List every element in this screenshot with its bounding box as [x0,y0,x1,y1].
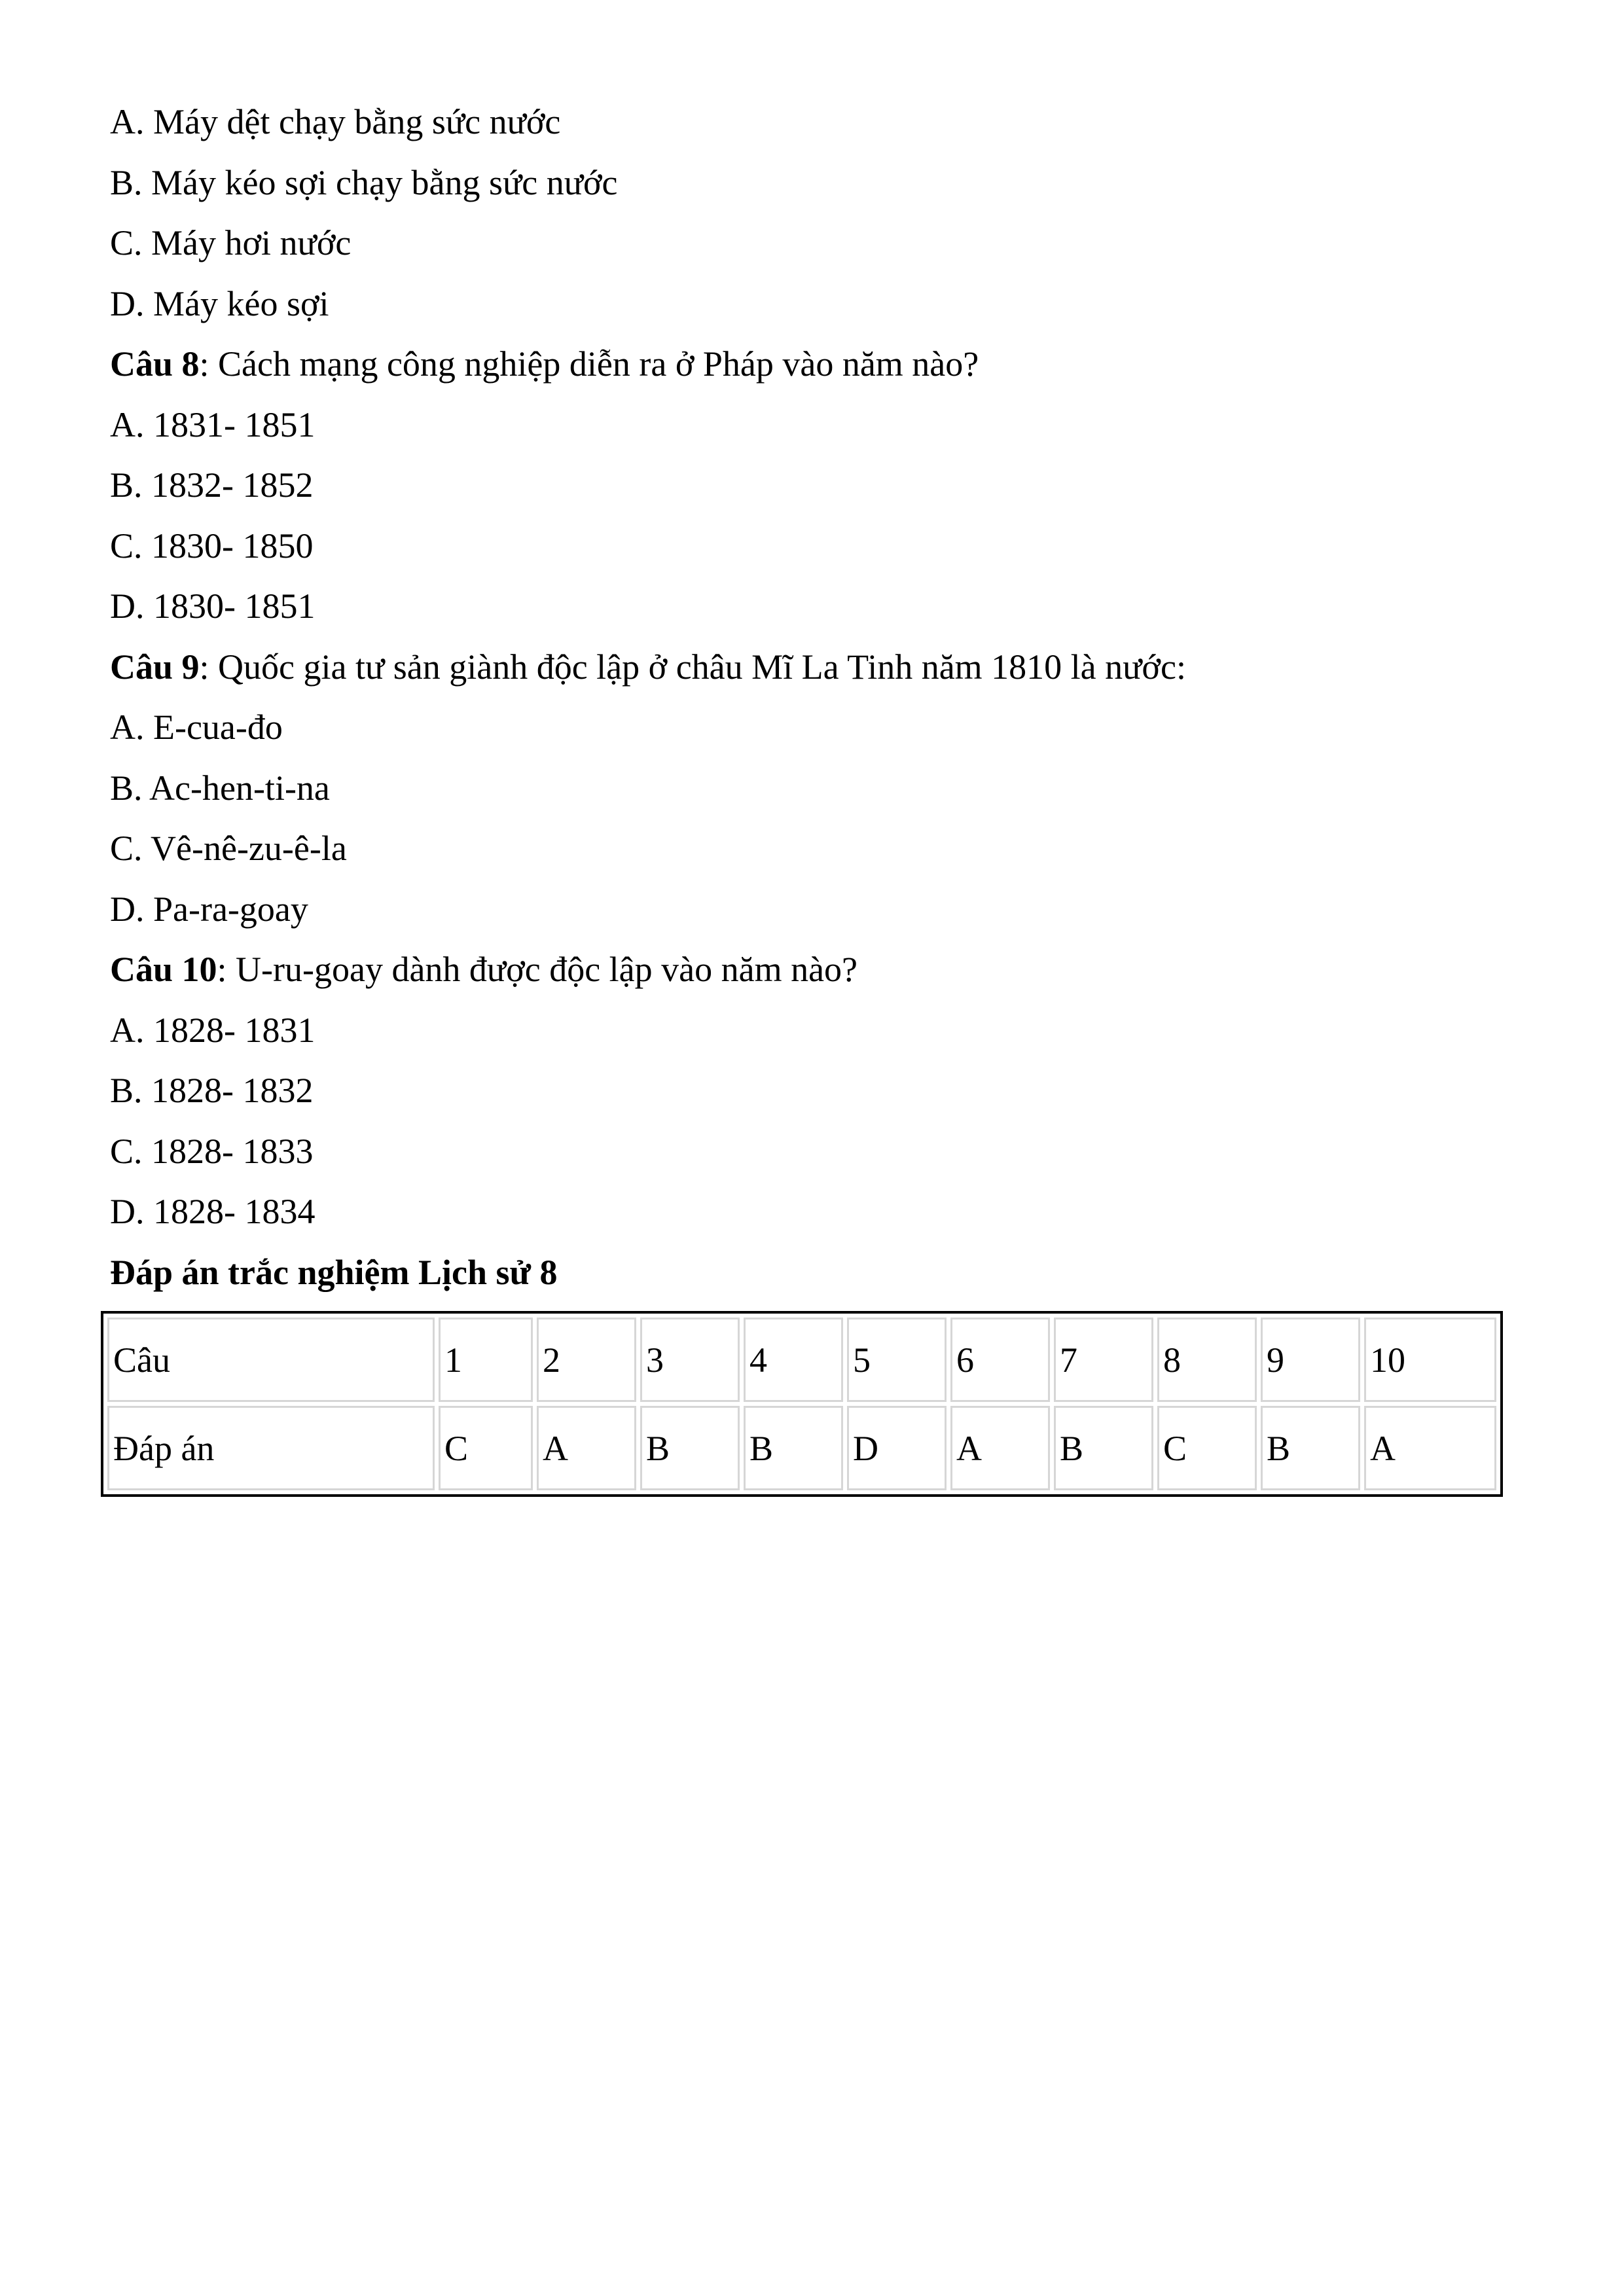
q10-question [110,939,1498,1000]
row-label-cau: Câu [107,1318,435,1402]
answer-cell: C [439,1406,533,1490]
question-number-cell: 9 [1261,1318,1360,1402]
q10-option-c: C. 1828- 1833 [110,1131,314,1171]
q9-option-c: C. Vê-nê-zu-ê-la [110,829,347,868]
q7-option-b: B. Máy kéo sợi chạy bằng sức nước [110,162,618,202]
q8-text: : Cách mạng công nghiệp diễn ra ở Pháp vào năm nào? [199,344,979,384]
q7-option-a: A. Máy dệt chạy bằng sức nước [110,102,561,141]
question-number-cell: 8 [1157,1318,1257,1402]
question-number-cell: 3 [640,1318,740,1402]
question-number-cell: 5 [847,1318,947,1402]
question-number-cell: 10 [1364,1318,1496,1402]
answer-table-header-row [107,1318,1496,1402]
question-number-cell: 7 [1054,1318,1153,1402]
q10-option-a: A. 1828- 1831 [110,1010,316,1050]
document-body [110,92,1498,1302]
q9-label: Câu 9 [110,647,200,687]
q8-option-d: D. 1830- 1851 [110,586,316,626]
q9-option-d: D. Pa-ra-goay [110,889,308,929]
question-number-cell: 1 [439,1318,533,1402]
q8-label: Câu 8 [110,344,200,384]
answer-cell: B [1054,1406,1153,1490]
answer-cell: B [744,1406,843,1490]
answer-cell: D [847,1406,947,1490]
q8-question [110,334,1498,395]
answer-cell: B [640,1406,740,1490]
question-number-cell: 2 [537,1318,636,1402]
q10-option-d: D. 1828- 1834 [110,1192,316,1231]
question-number-cell: 6 [950,1318,1050,1402]
answer-cell: A [1364,1406,1496,1490]
answer-table [101,1311,1503,1497]
question-number-cell: 4 [744,1318,843,1402]
q9-option-a: A. E-cua-đo [110,708,283,747]
answer-cell: A [537,1406,636,1490]
q10-label: Câu 10 [110,950,217,989]
q8-option-c: C. 1830- 1850 [110,526,314,565]
q9-option-b: B. Ac-hen-ti-na [110,768,330,808]
q9-text: : Quốc gia tư sản giành độc lập ở châu Mĩ La Tinh năm 1810 là nước: [199,647,1186,687]
answer-cell: B [1261,1406,1360,1490]
q10-option-b: B. 1828- 1832 [110,1071,314,1110]
answer-cell: A [950,1406,1050,1490]
answer-table-answer-row [107,1406,1496,1490]
q10-text: : U-ru-goay dành được độc lập vào năm nào? [217,950,858,989]
answer-cell: C [1157,1406,1257,1490]
answer-section-title: Đáp án trắc nghiệm Lịch sử 8 [110,1252,558,1292]
q7-option-d: D. Máy kéo sợi [110,283,329,323]
q8-option-a: A. 1831- 1851 [110,404,316,444]
row-label-dap-an: Đáp án [107,1406,435,1490]
q7-option-c: C. Máy hơi nước [110,223,352,262]
q9-question [110,637,1498,698]
q8-option-b: B. 1832- 1852 [110,465,314,505]
